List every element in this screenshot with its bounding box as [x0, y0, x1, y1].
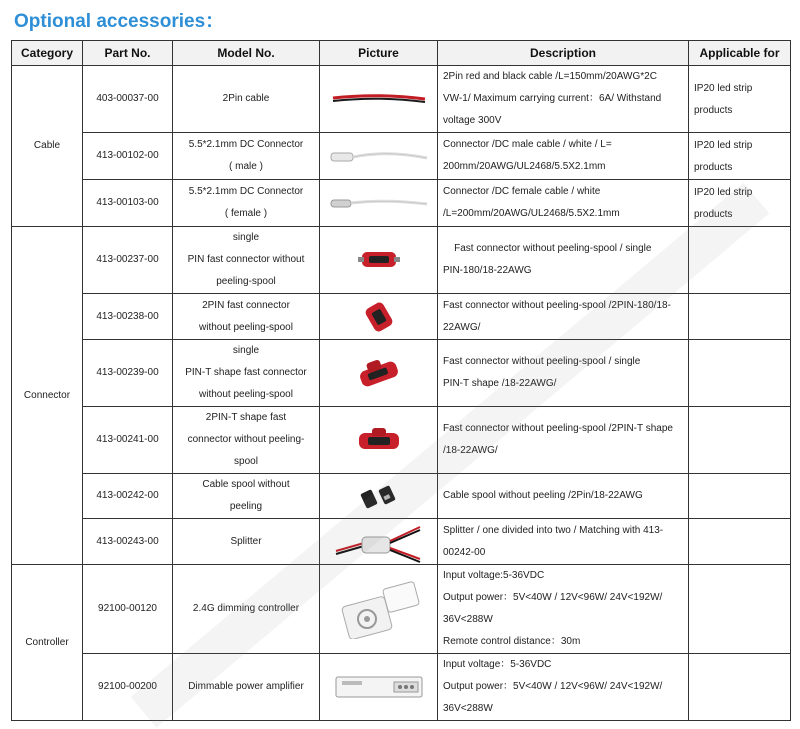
model-no: single PIN-T shape fast connector without peeling-spool	[173, 340, 320, 407]
part-no: 413-00239-00	[83, 340, 173, 407]
fast-connector-red-picture	[354, 425, 404, 455]
power-amplifier-picture	[332, 672, 426, 702]
picture-cell	[320, 519, 438, 565]
description: Input voltage：5-36VDC Output power：5V<40W / 12V<96W/ 24V<192W/ 36V<288W	[438, 654, 689, 721]
part-no: 413-00102-00	[83, 133, 173, 180]
header-model-no: Model No.	[173, 41, 320, 66]
part-no: 413-00103-00	[83, 180, 173, 227]
picture-cell	[320, 180, 438, 227]
table-row	[12, 474, 791, 519]
description: Fast connector without peeling-spool / single PIN-T shape /18-22AWG/	[438, 340, 689, 407]
table-row	[12, 407, 791, 474]
header-picture: Picture	[320, 41, 438, 66]
applicable-for: IP20 led strip products	[689, 180, 791, 227]
table-row	[12, 340, 791, 407]
picture-cell	[320, 474, 438, 519]
applicable-for	[689, 227, 791, 294]
fast-connector-red-picture	[361, 300, 397, 334]
description: Fast connector without peeling-spool / single PIN-180/18-22AWG	[438, 227, 689, 294]
part-no: 403-00037-00	[83, 66, 173, 133]
table-row	[12, 294, 791, 340]
applicable-for	[689, 294, 791, 340]
description: Cable spool without peeling /2Pin/18-22AWG	[438, 474, 689, 519]
category-connector: Connector	[12, 227, 83, 565]
table-row	[12, 519, 791, 565]
table-row	[12, 227, 791, 294]
table-row	[12, 565, 791, 654]
splitter-picture	[334, 521, 424, 563]
dc-female-cable-picture	[327, 193, 431, 213]
table-row	[12, 133, 791, 180]
description: Connector /DC male cable / white / L= 200mm/20AWG/UL2468/5.5X2.1mm	[438, 133, 689, 180]
picture-cell	[320, 340, 438, 407]
part-no: 413-00237-00	[83, 227, 173, 294]
part-no: 413-00241-00	[83, 407, 173, 474]
model-no: 5.5*2.1mm DC Connector ( female )	[173, 180, 320, 227]
page-title: Optional accessories：	[14, 11, 225, 32]
description: 2Pin red and black cable /L=150mm/20AWG*2C VW-1/ Maximum carrying current：6A/ Withstand voltage 300V	[438, 66, 689, 133]
part-no: 92100-00120	[83, 565, 173, 654]
model-no: 2Pin cable	[173, 66, 320, 133]
category-controller: Controller	[12, 565, 83, 721]
fast-connector-red-picture	[354, 356, 404, 390]
description: Splitter / one divided into two / Matching with 413- 00242-00	[438, 519, 689, 565]
part-no: 413-00238-00	[83, 294, 173, 340]
model-no: Cable spool without peeling	[173, 474, 320, 519]
picture-cell	[320, 565, 438, 654]
dimming-controller-picture	[337, 579, 421, 639]
header-part-no: Part No.	[83, 41, 173, 66]
description: Fast connector without peeling-spool /2PIN-T shape /18-22AWG/	[438, 407, 689, 474]
applicable-for	[689, 340, 791, 407]
model-no: single PIN fast connector without peeling-spool	[173, 227, 320, 294]
picture-cell	[320, 407, 438, 474]
red-black-cable-picture	[329, 89, 429, 109]
model-no: Dimmable power amplifier	[173, 654, 320, 721]
table-row	[12, 66, 791, 133]
picture-cell	[320, 66, 438, 133]
description: Input voltage:5-36VDC Output power：5V<40W / 12V<96W/ 24V<192W/ 36V<288W Remote control distance：30m	[438, 565, 689, 654]
model-no: 5.5*2.1mm DC Connector ( male )	[173, 133, 320, 180]
header-category: Category	[12, 41, 83, 66]
applicable-for	[689, 654, 791, 721]
model-no: 2.4G dimming controller	[173, 565, 320, 654]
model-no: 2PIN-T shape fast connector without peeling- spool	[173, 407, 320, 474]
applicable-for: IP20 led strip products	[689, 66, 791, 133]
picture-cell	[320, 133, 438, 180]
model-no: 2PIN fast connector without peeling-spool	[173, 294, 320, 340]
accessories-table	[11, 40, 791, 721]
applicable-for	[689, 407, 791, 474]
header-description: Description	[438, 41, 689, 66]
description: Fast connector without peeling-spool /2PIN-180/18- 22AWG/	[438, 294, 689, 340]
header-applicable-for: Applicable for	[689, 41, 791, 66]
applicable-for	[689, 474, 791, 519]
fast-connector-red-picture	[356, 247, 402, 273]
applicable-for	[689, 565, 791, 654]
header-row	[12, 41, 791, 66]
dc-male-cable-picture	[327, 144, 431, 168]
part-no: 92100-00200	[83, 654, 173, 721]
category-cable: Cable	[12, 66, 83, 227]
cable-spool-picture	[359, 481, 399, 511]
part-no: 413-00242-00	[83, 474, 173, 519]
model-no: Splitter	[173, 519, 320, 565]
part-no: 413-00243-00	[83, 519, 173, 565]
picture-cell	[320, 227, 438, 294]
table-row	[12, 180, 791, 227]
picture-cell	[320, 294, 438, 340]
description: Connector /DC female cable / white /L=200mm/20AWG/UL2468/5.5X2.1mm	[438, 180, 689, 227]
picture-cell	[320, 654, 438, 721]
applicable-for	[689, 519, 791, 565]
table-row	[12, 654, 791, 721]
applicable-for: IP20 led strip products	[689, 133, 791, 180]
